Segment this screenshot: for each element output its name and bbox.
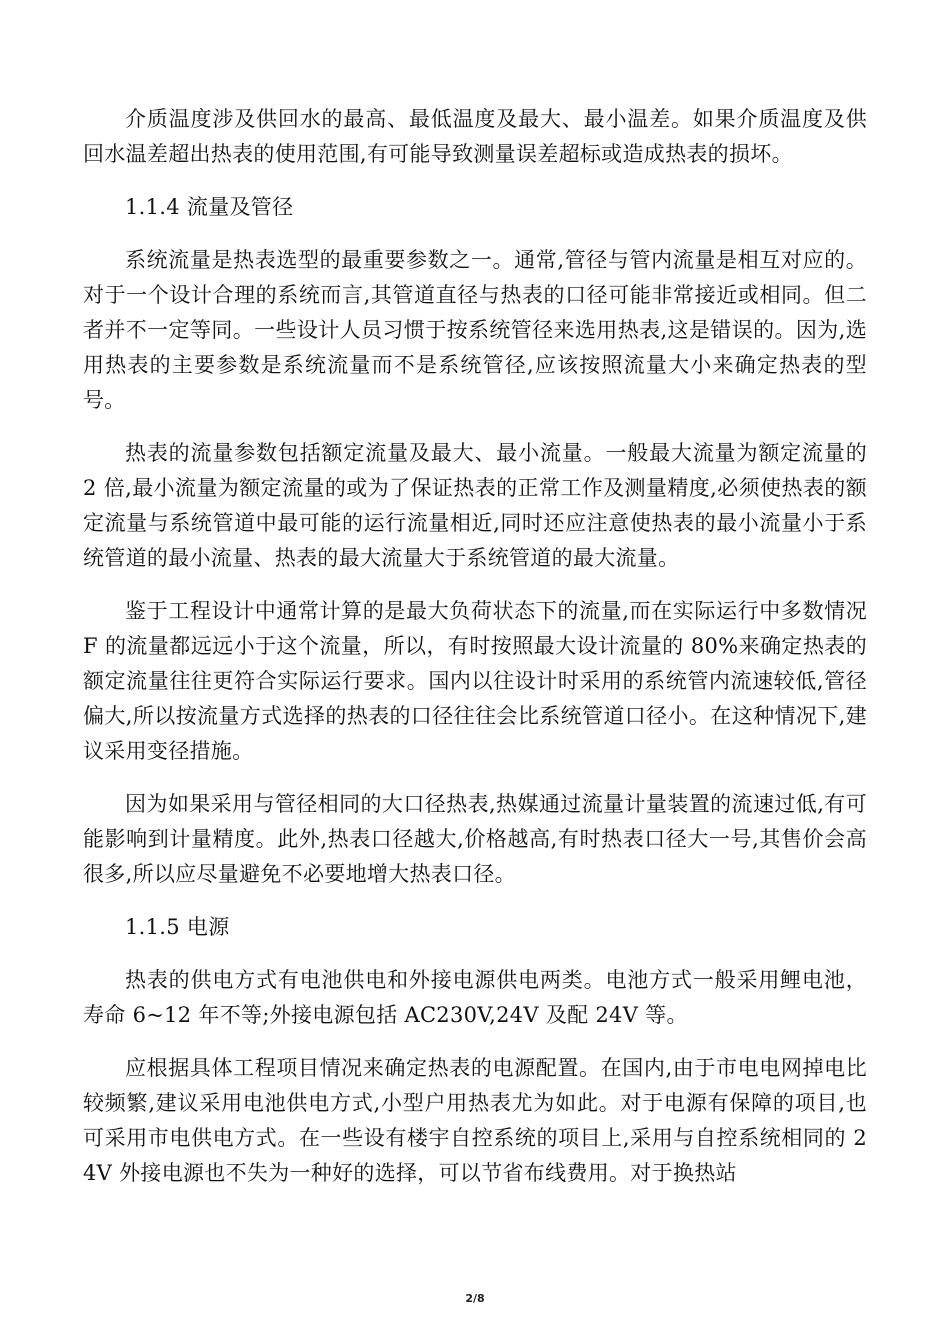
section-heading-power-supply: 1.1.5 电源 <box>125 915 230 939</box>
paragraph-system-flow: 系统流量是热表选型的最重要参数之一。通常,管径与管内流量是相互对应的。对于一个设计合理的系统而言,其管道直径与热表的口径可能非常接近或相同。但二者并不一定等同。一些设计人员习惯于按系统管径来选用热表,这是错误的。因为,选用热表的主要参数是系统流量而不是系统管径,应该按照流量大小来确定热表的型号。 <box>83 248 867 412</box>
document-body <box>83 102 867 1209</box>
section-heading-flow-and-pipe-diameter: 1.1.4 流量及管径 <box>125 195 294 219</box>
paragraph-power-methods: 热表的供电方式有电池供电和外接电源供电两类。电池方式一般采用鲤电池，寿命 6~12 年不等;外接电源包括 AC230V,24V 及配 24V 等。 <box>83 968 867 1027</box>
paragraph-design-flow: 鉴于工程设计中通常计算的是最大负荷状态下的流量,而在实际运行中多数情况 F 的流量都远远小于这个流量，所以，有时按照最大设计流量的 80%来确定热表的额定流量往往更符合实际运行要求。国内以往设计时采用的系统管内流速较低,管径偏大,所以按流量方式选择的热表的口径往往会比系统管道口径小。在这种情况下,建议采用变径措施。 <box>83 599 867 763</box>
paragraph-flow-parameters: 热表的流量参数包括额定流量及最大、最小流量。一般最大流量为额定流量的 2 倍,最小流量为额定流量的或为了保证热表的正常工作及测量精度,必须使热表的额定流量与系统管道中最可能的运行流量相近,同时还应注意使热表的最小流量小于系统管道的最小流量、热表的最大流量大于系统管道的最大流量。 <box>83 441 867 570</box>
page-number: 2/8 <box>465 1292 485 1305</box>
paragraph-large-diameter: 因为如果采用与管径相同的大口径热表,热媒通过流量计量装置的流速过低,有可能影响到计量精度。此外,热表口径越大,价格越高,有时热表口径大一号,其售价会高很多,所以应尽量避免不必要地增大热表口径。 <box>83 792 867 886</box>
paragraph-medium-temperature: 介质温度涉及供回水的最高、最低温度及最大、最小温差。如果介质温度及供回水温差超出热表的使用范围,有可能导致测量误差超标或造成热表的损坏。 <box>83 107 867 166</box>
paragraph-power-configuration: 应根据具体工程项目情况来确定热表的电源配置。在国内,由于市电电网掉电比较频繁,建议采用电池供电方式,小型户用热表尤为如此。对于电源有保障的项目,也可采用市电供电方式。在一些设有楼宇自控系统的项目上,采用与自控系统相同的 24V 外接电源也不失为一种好的选择，可以节省布线费用。对于换热站 <box>83 1056 867 1185</box>
